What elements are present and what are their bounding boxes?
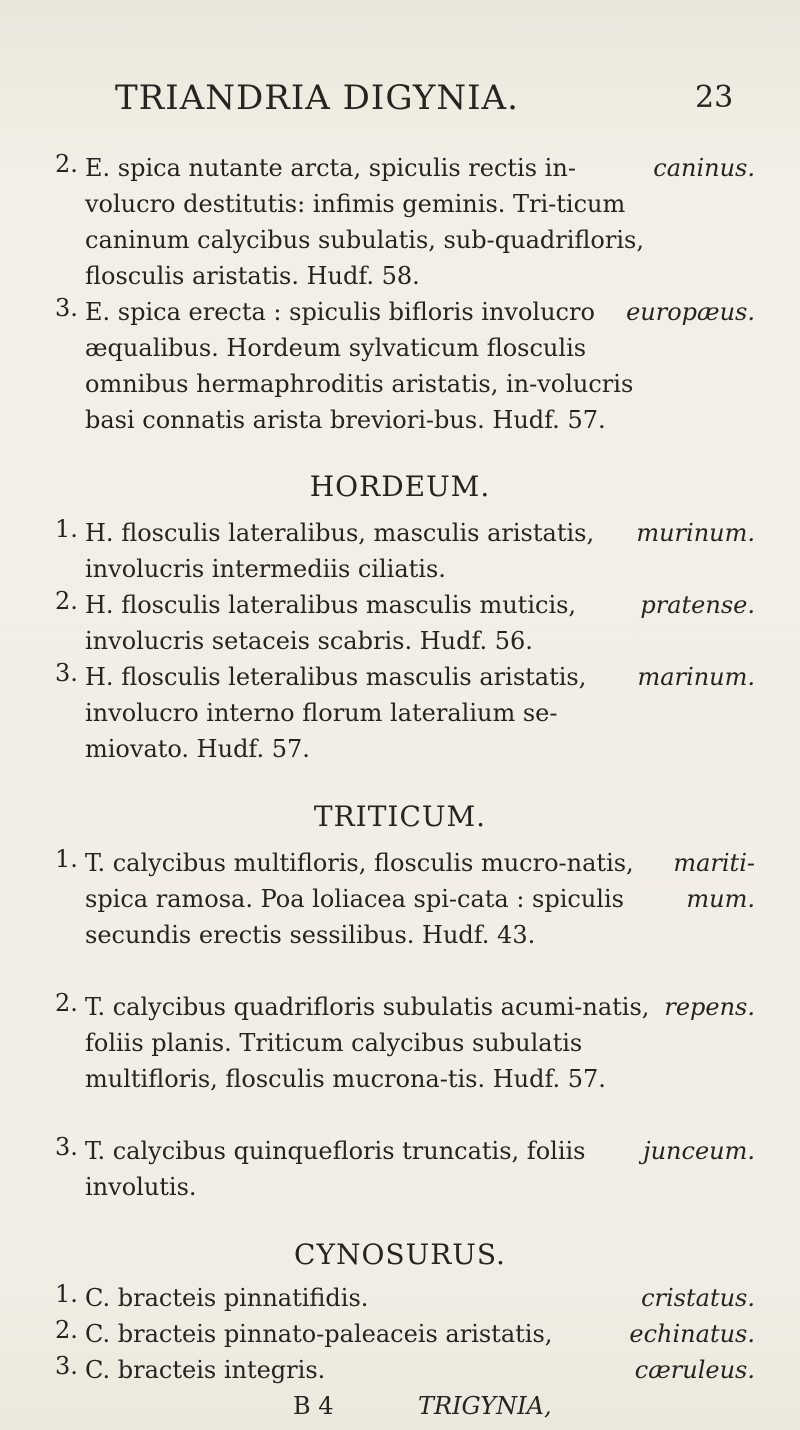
entry-number: 2. (55, 150, 78, 178)
entry-text: H. flosculis leteralibus masculis aristatis, involucro interno florum lateralium se-miovato. Hudf. 57. (85, 663, 587, 763)
species-name: europæus. (626, 298, 755, 326)
entry-text: C. bracteis integris. (85, 1356, 326, 1384)
genus-heading-triticum: TRITICUM. (313, 800, 487, 833)
entry-number: 1. (55, 515, 78, 543)
entry-text: E. spica erecta : spiculis bifloris involucro æqualibus. Hordeum sylvaticum flosculis omnibus hermaphroditis aristatis, in-volucris basi connatis arista breviori-bus. Hudf. 57. (85, 298, 634, 434)
species-name: cristatus. (641, 1284, 755, 1312)
cynosurus-entry-2 (55, 1316, 755, 1352)
hordeum-entry-2 (55, 587, 755, 659)
signature-mark: B 4 (293, 1392, 334, 1420)
entry-text: T. calycibus quinquefloris truncatis, foliis involutis. (85, 1137, 586, 1201)
entry-number: 3. (55, 659, 78, 687)
triticum-entry-2 (55, 989, 755, 1133)
entry-number: 3. (55, 1352, 78, 1380)
cynosurus-entry-1 (55, 1280, 755, 1316)
page-header (0, 78, 800, 128)
entry-text: H. flosculis lateralibus, masculis aristatis, involucris intermediis ciliatis. (85, 519, 595, 583)
genus-heading-cynosurus: CYNOSURUS. (294, 1238, 506, 1271)
hordeum-entry-3 (55, 659, 755, 767)
species-name: caninus. (653, 154, 755, 182)
page-number: 23 (695, 80, 734, 115)
entry-number: 3. (55, 1133, 78, 1161)
entry-number: 2. (55, 989, 78, 1017)
catchword: TRIGYNIA, (418, 1392, 552, 1420)
entry-number: 3. (55, 294, 78, 322)
species-name: echinatus. (629, 1320, 755, 1348)
cynosurus-entry-3 (55, 1352, 755, 1388)
species-name: marinum. (637, 663, 755, 691)
entry-text: C. bracteis pinnato-paleaceis aristatis, (85, 1320, 553, 1348)
entry-text: C. bracteis pinnatifidis. (85, 1284, 369, 1312)
hordeum-entry-1 (55, 515, 755, 587)
elymus-entry-2 (55, 150, 755, 294)
triticum-entry-3 (55, 1133, 755, 1205)
entry-number: 2. (55, 587, 78, 615)
entry-text: H. flosculis lateralibus masculis muticis, involucris setaceis scabris. Hudf. 56. (85, 591, 577, 655)
species-name: cæruleus. (634, 1356, 755, 1384)
species-name: mariti-mum. (673, 849, 755, 913)
species-name: murinum. (636, 519, 755, 547)
species-name: repens. (664, 993, 755, 1021)
entry-text: E. spica nutante arcta, spiculis rectis in-volucro destitutis: infimis geminis. Tri-ticum caninum calycibus subulatis, sub-quadrifloris, flosculis aristatis. Hudf. 58. (85, 154, 644, 290)
species-name: junceum. (643, 1137, 755, 1165)
running-title: TRIANDRIA DIGYNIA. (115, 78, 519, 118)
triticum-entry-1 (55, 845, 755, 989)
genus-heading-hordeum: HORDEUM. (309, 470, 491, 503)
page-footer (0, 1392, 800, 1428)
entry-text: T. calycibus multifloris, flosculis mucro-natis, spica ramosa. Poa loliacea spi-cata : spiculis secundis erectis sessilibus. Hudf. 43. (85, 849, 634, 949)
entry-number: 1. (55, 1280, 78, 1308)
entry-number: 2. (55, 1316, 78, 1344)
entry-text: T. calycibus quadrifloris subulatis acumi-natis, foliis planis. Triticum calycibus subulatis multifloris, flosculis mucrona-tis. Hudf. 57. (85, 993, 650, 1093)
elymus-entry-3 (55, 294, 755, 438)
species-name: pratense. (640, 591, 755, 619)
entry-number: 1. (55, 845, 78, 873)
